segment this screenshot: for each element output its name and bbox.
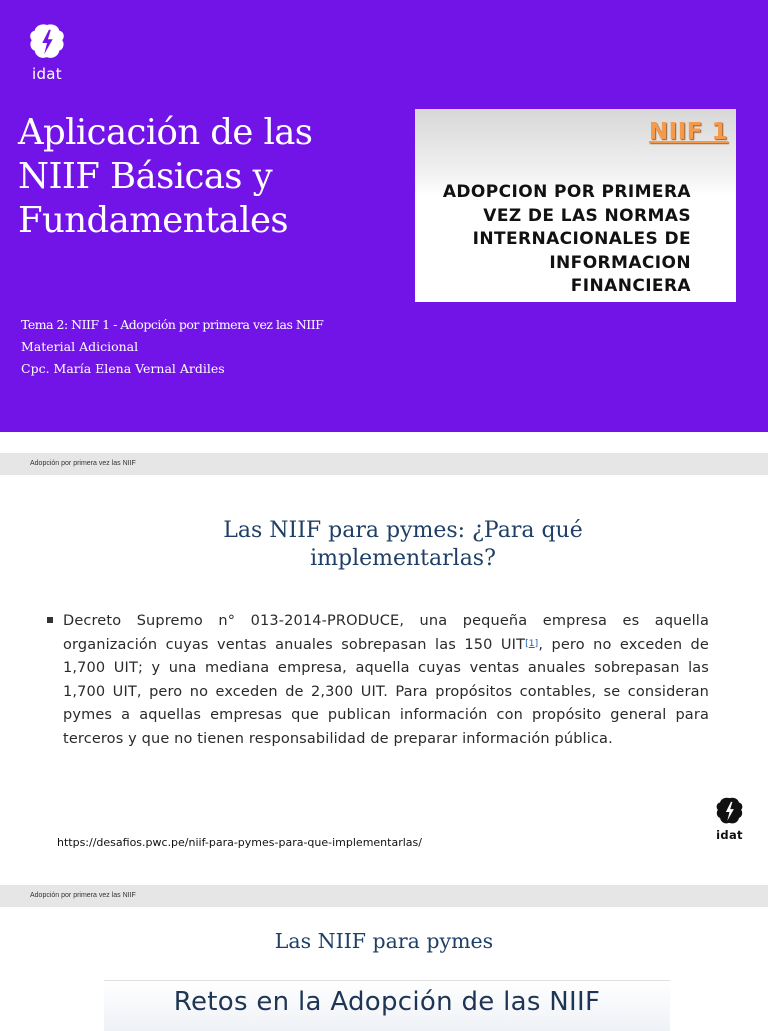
slide-label-bar	[0, 885, 768, 907]
footnote-link[interactable]: [1]	[525, 638, 539, 649]
niif-desc-line: ADOPCION POR PRIMERA	[442, 182, 691, 202]
retos-heading: Retos en la Adopción de las NIIF	[173, 987, 601, 1017]
body-text-start: Decreto Supremo n° 013-2014-PRODUCE, una pequeña empresa es aquella organización cuyas ventas anuales sobrepasan las 150 UIT	[63, 613, 709, 653]
subtitle-block	[21, 316, 323, 382]
title-line: implementarlas?	[310, 546, 496, 571]
topic-line: Tema 2: NIIF 1 - Adopción por primera vez las NIIF	[21, 317, 324, 332]
author-line: Cpc. María Elena Vernal Ardiles	[21, 361, 225, 376]
slide-label: Adopción por primera vez las NIIF	[30, 892, 136, 899]
brand-name: idat	[716, 828, 743, 842]
brain-bolt-icon	[714, 796, 745, 828]
slide2-title	[0, 517, 768, 573]
body-paragraph	[63, 610, 709, 751]
niif-desc-line: INTERNACIONALES DE	[472, 229, 691, 249]
body-text-end: , pero no exceden de 1,700 UIT; y una mediana empresa, aquella cuyas ventas anuales sobrepasan las 1,700 UIT, pero no exceden de 2,300 UIT. Para propósitos contables, se consideran pymes a aquellas empresas que publican información con propósito general para terceros y que no tienen responsabilidad de preparar información pública.	[63, 636, 709, 747]
brain-bolt-icon	[28, 22, 66, 64]
bullet-square-icon	[47, 617, 53, 623]
source-url-link[interactable]: https://desafios.pwc.pe/niif-para-pymes-para-que-implementarlas/	[57, 836, 422, 849]
brand-name: idat	[32, 65, 62, 83]
slide-label-bar	[0, 453, 768, 475]
idat-logo-small	[714, 796, 745, 842]
title-line: Las NIIF para pymes: ¿Para qué	[223, 518, 583, 543]
title-slide	[0, 0, 768, 432]
slide-label: Adopción por primera vez las NIIF	[30, 460, 136, 467]
material-line: Material Adicional	[21, 339, 139, 354]
niif-desc-line: INFORMACION	[549, 252, 691, 273]
retos-image	[104, 980, 670, 1031]
niif-description	[371, 181, 691, 299]
niif-desc-line: FINANCIERA	[570, 276, 691, 296]
title-line: Aplicación de las	[18, 112, 313, 153]
title-line: Fundamentales	[18, 200, 288, 241]
slide3-title: Las NIIF para pymes	[274, 929, 494, 953]
niif-desc-line: VEZ DE LAS NORMAS	[483, 205, 691, 226]
niif1-image	[415, 109, 736, 302]
slide-title	[18, 111, 398, 243]
niif-heading: NIIF 1	[648, 119, 728, 145]
idat-logo	[28, 22, 66, 83]
title-line: NIIF Básicas y	[18, 156, 273, 197]
